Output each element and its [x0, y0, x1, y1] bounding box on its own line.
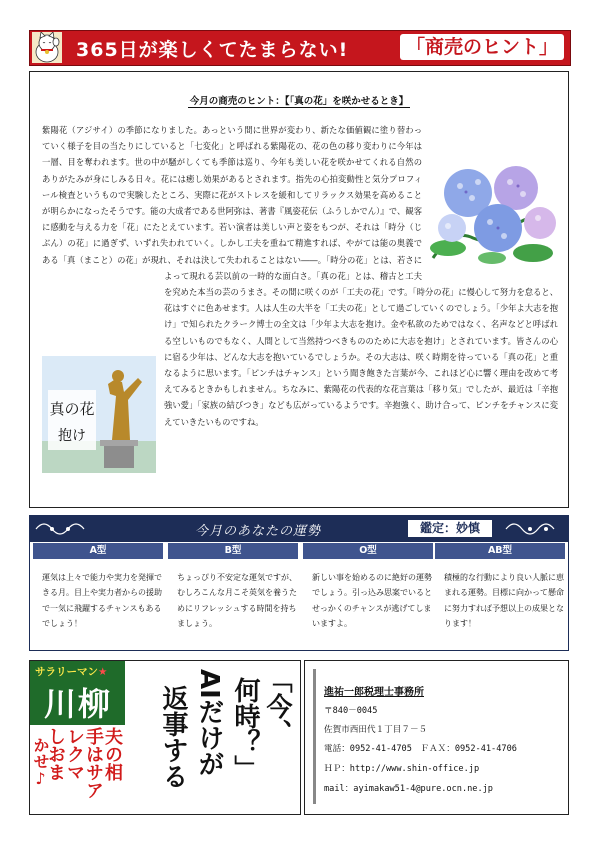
header-banner	[29, 30, 571, 66]
senryu-logo-small: サラリーマン★	[35, 666, 108, 678]
svg-text:真の花: 真の花	[49, 400, 95, 418]
penname-col-3: レクマ	[64, 727, 85, 781]
penname-col-1: 夫の相	[102, 727, 123, 781]
office-inner	[313, 669, 561, 804]
article-body	[42, 122, 558, 475]
article-title: 今月の商売のヒント：【「真の花」を咲かせるとき】	[189, 96, 409, 107]
ornament-icon	[504, 520, 564, 538]
fortune-o-text: 新しい事を始めるのに絶好の運勢でしょう。引っ込み思案でいるとせっかくのチャンスが逃げてしまいますよ。	[312, 573, 432, 628]
blood-type-o-label: O型	[303, 543, 433, 559]
office-info	[304, 660, 569, 815]
office-name: 進祐一郎税理士事務所	[324, 687, 424, 698]
fortune-b-text: ちょっぴり不安定な運気ですが、むしろこんな月こそ英気を養うためにリフレッシュする時間を持ちましょう。	[177, 573, 297, 628]
fortune-section	[29, 515, 569, 651]
fortune-title: 今月のあなたの運勢	[195, 524, 322, 539]
penname-col-5: かせ♪	[31, 737, 50, 788]
senryu-logo-big: 川柳	[44, 685, 113, 723]
penname-col-2: 手はサア	[83, 727, 104, 799]
maneki-neko-icon	[32, 32, 62, 63]
penname-col-4: しおま	[45, 727, 66, 781]
fortune-banner	[30, 516, 568, 542]
senryu-logo	[30, 661, 125, 725]
blood-type-header	[30, 543, 568, 559]
fortune-ab-text: 積極的な行動により良い人脈に恵まれる運勢。目標に向かって懸命に努力すれば予想以上の成果となります！	[444, 573, 564, 628]
office-zip: 〒840－0045	[324, 706, 378, 716]
header-hint-label: 「商売のヒント」	[400, 34, 564, 60]
fortune-a-text: 運気は上々で能力や実力を発揮できる月。目上や実力者からの援助で一気に飛躍するチャンスもあるでしょう！	[42, 573, 162, 628]
fortune-teller: 鑑定：妙慎	[408, 520, 492, 537]
poem-col-2: 何時？」	[230, 677, 260, 781]
office-hp-link[interactable]: ＨＰ：http://www.shin-office.jp	[324, 764, 480, 774]
ornament-icon	[34, 520, 94, 538]
poem-col-3: AIだけが	[194, 669, 224, 777]
office-phone-fax: 電話：0952-41-4705 ＦＡＸ：0952-41-4706	[324, 744, 517, 754]
header-title: 365日が楽しくてたまらない!	[76, 39, 349, 61]
blood-type-ab-label: AB型	[435, 543, 565, 559]
blood-type-a-label: A型	[33, 543, 163, 559]
star-icon: ★	[98, 666, 108, 678]
clark-statue-illustration	[42, 356, 156, 473]
poem-col-4: 返事する	[158, 685, 188, 789]
office-mail-link[interactable]: mail：ayimakaw51-4@pure.ocn.ne.jp	[324, 784, 493, 794]
senryu-section	[29, 660, 301, 815]
office-address: 佐賀市西田代１丁目７－５	[324, 725, 428, 735]
svg-text:抱け: 抱け	[58, 428, 86, 444]
hydrangea-illustration	[428, 158, 556, 268]
poem-col-1: 「今、	[262, 667, 292, 745]
article-paragraph: 紫陽花（アジサイ）の季節になりました。あっという間に世界が変わり、新たな価値観に塗り替わっていく様子を目の当たりにしていると「七変化」と呼ばれる紫陽花の、花の色の移り変わりに今年は一層、目を奪われます。世の中が騒がしくても季節は巡り、今年も美しい花を咲かせてくれる自然のありがたみが身にしみる日々。花には癒し効果があるとされます。指先の心拍変動性と気分プロフィール検査というもので実験したところ、実際に花がストレスを緩和してリラックス効果を高めることが明らかになったそうです。能の大成者である世阿弥は、著書『風姿花伝（ふうしかでん）』で、観客に感動を与える力を「花」にたとえています。若い演者は美しい声と姿をもつが、それは「時分（じぶん）の花」に過ぎず、いずれ失われていく。しかし工夫を重ねて精進すれば、やがては能の奥義である「真（まこと）の花」が現れ、それは決して失われることはない――。「時分の花」とは、若さによって現れる芸以前の一時的な面白さ。「真の花」とは、稽古と工夫を究めた本当の芸のうまさ。その間に咲くのが「工夫の花」です。「時分の花」に慢心して努力を怠ると、花はすぐに色あせます。人は人生の大半を「工夫の花」として過ごしていくのでしょう。「少年よ大志を抱け」で知られたクラーク博士の全文は「少年よ大志を抱け。金や私欲のためではなく、名声などと呼ばれる空しいものでもなく、人間として当然持つべきもののために大志を抱け」とされています。皆さんの心に宿る少年は、どんな大志を抱いているでしょうか。その大志は、咲く時期を待っている「真の花」と重なるように思います。「ピンチはチャンス」という聞き飽きた言葉が今、これほど心に響く理由を改めて考えてみるときかもしれません。ちなみに、紫陽花の代表的な花言葉は「移り気」でしたが、最近は「辛抱強い愛」「家族の結びつき」なども広がっているようです。辛抱強く、助け合って、ピンチをチャンスに変えていきたいものですね。	[42, 125, 558, 427]
hint-article	[29, 71, 569, 508]
blood-type-b-label: B型	[168, 543, 298, 559]
